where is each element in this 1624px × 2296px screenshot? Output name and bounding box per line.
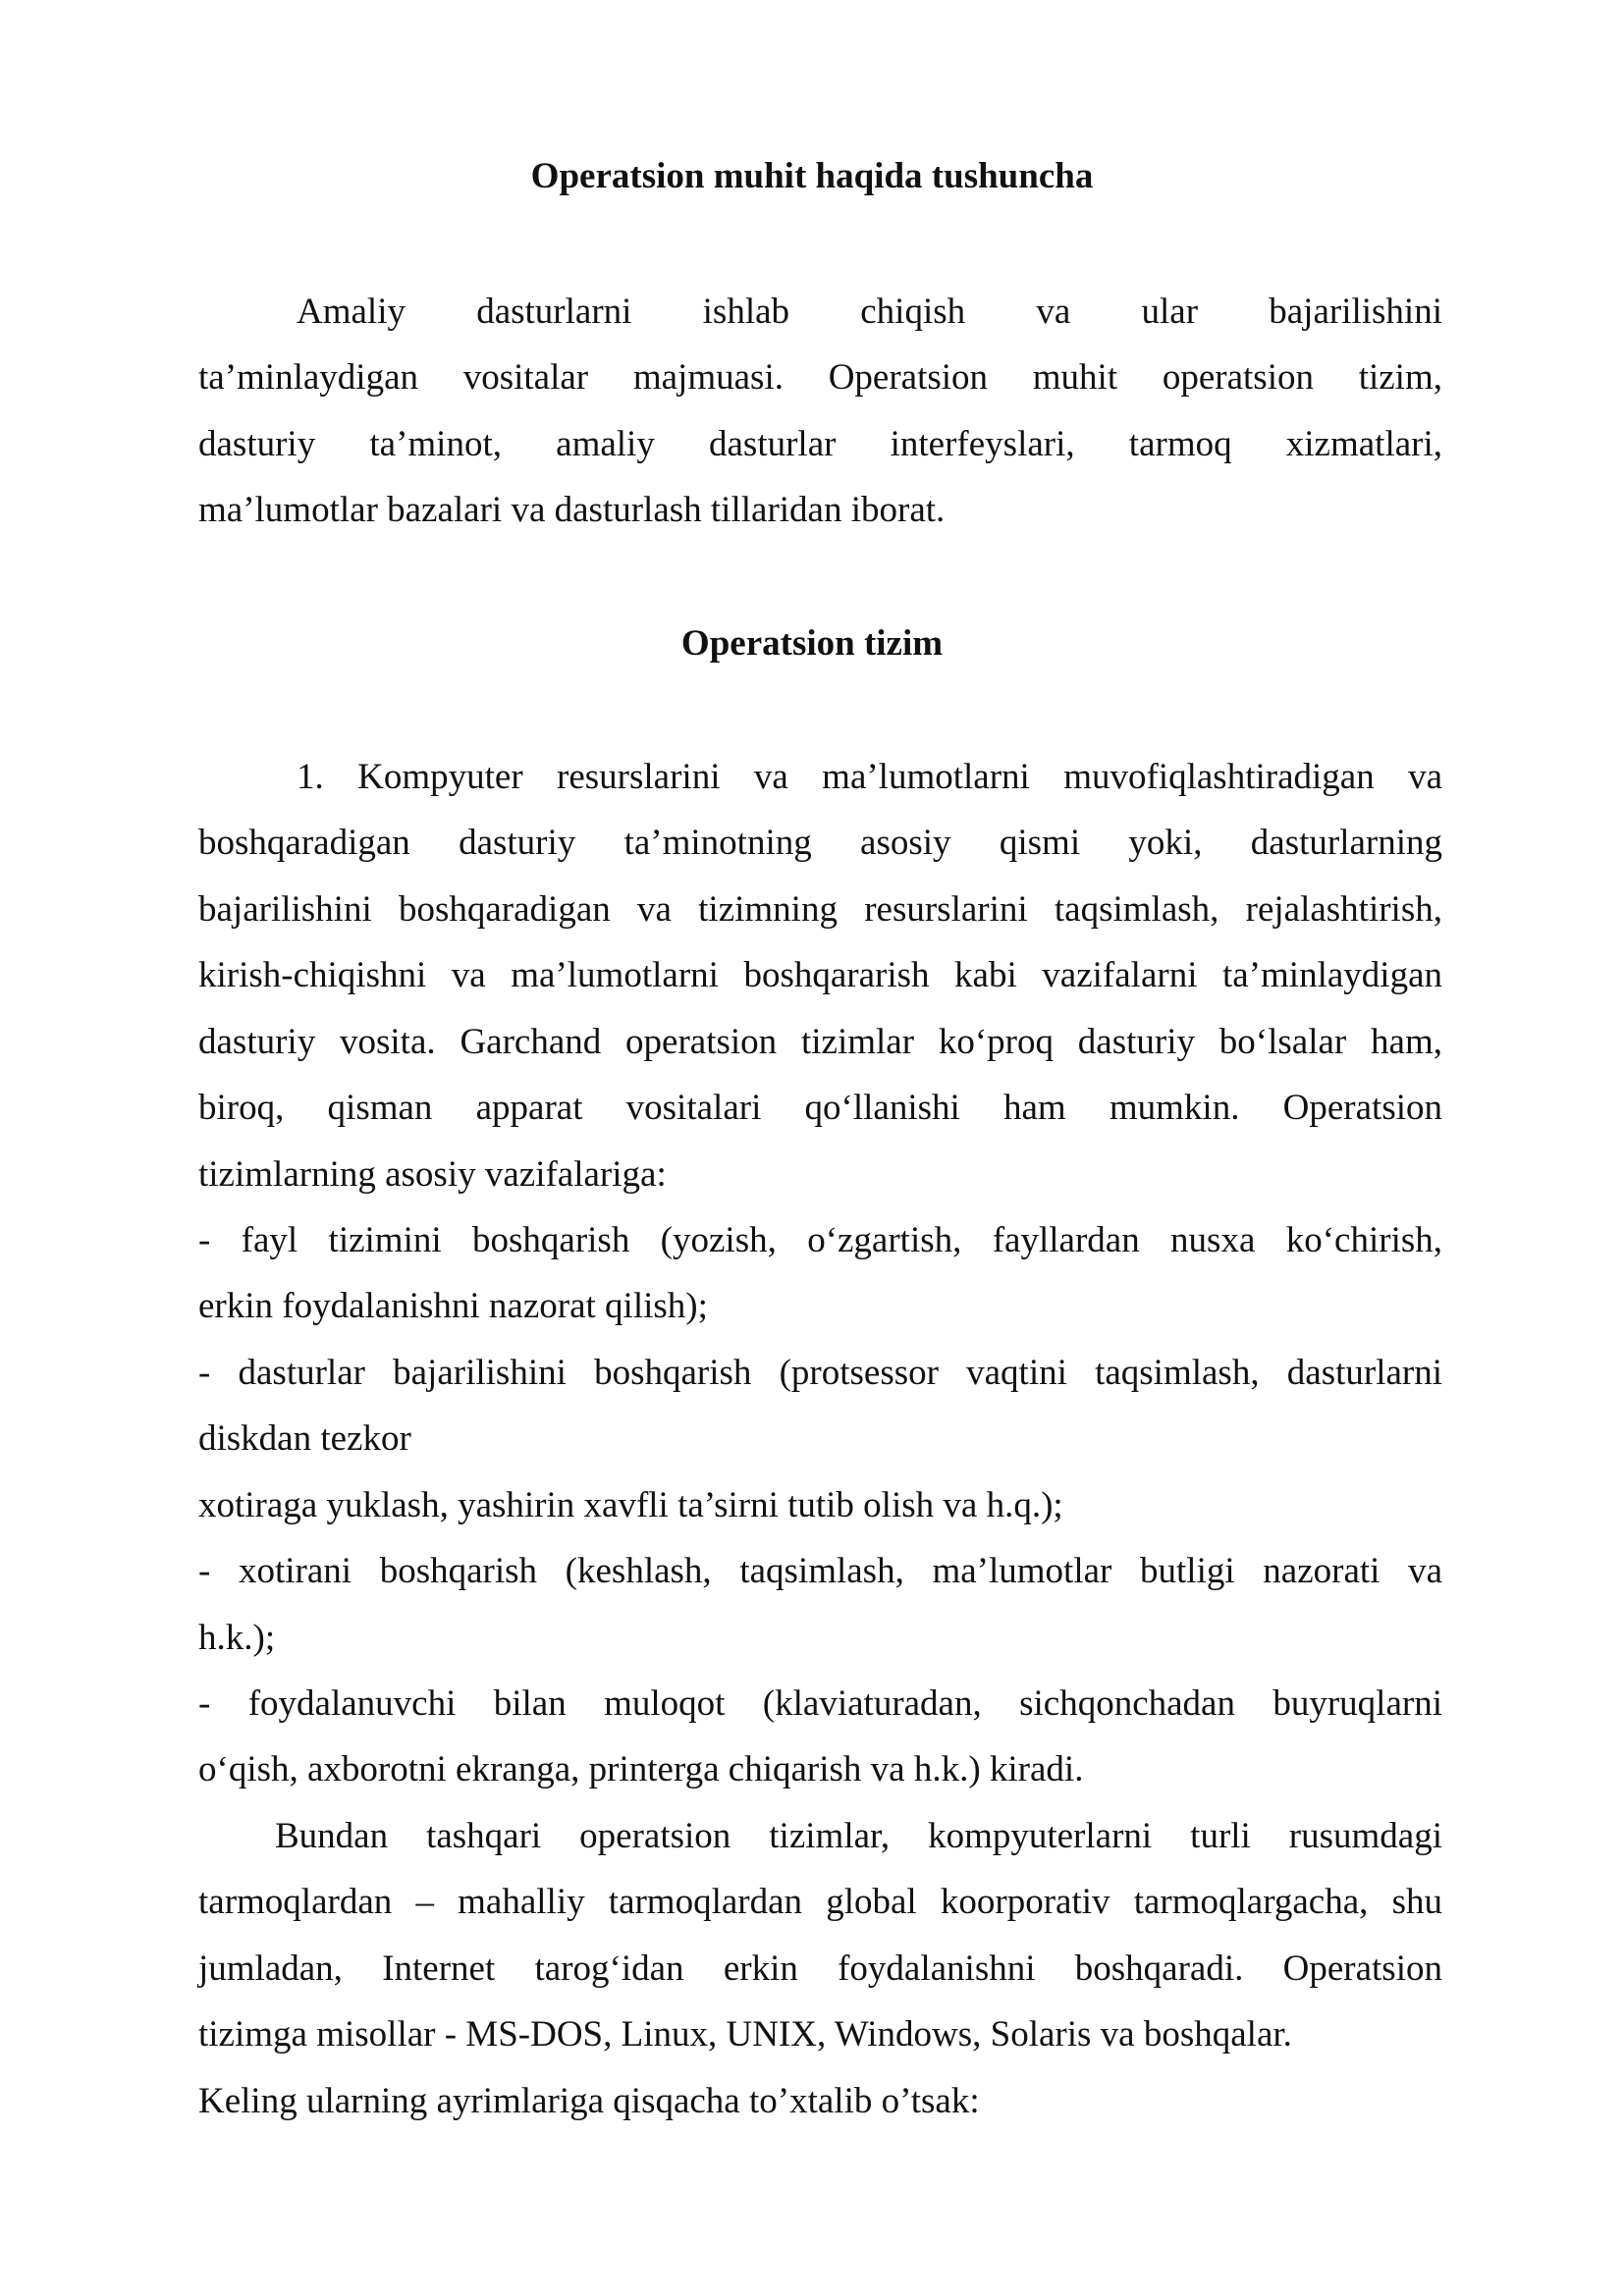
intro-line: Amaliy dasturlarni ishlab chiqish va ular bajarilishini	[297, 292, 1442, 332]
intro-line: ta’minlaydigan vositalar majmuasi. Operatsion muhit operatsion tizim,	[198, 357, 1442, 398]
list-item-line: erkin foydalanishni nazorat qilish);	[198, 1286, 708, 1326]
page-title: Operatsion muhit haqida tushuncha	[530, 156, 1094, 196]
body-line: bajarilishini boshqaradigan va tizimning resurslarini taqsimlash, rejalashtirish,	[198, 889, 1442, 930]
body-line: Bundan tashqari operatsion tizimlar, kompyuterlarni turli rusumdagi	[275, 1816, 1442, 1856]
body-line: boshqaradigan dasturiy ta’minotning asosiy qismi yoki, dasturlarning	[198, 823, 1442, 863]
body-line: kirish-chiqishni va ma’lumotlarni boshqararish kabi vazifalarni ta’minlaydigan	[198, 955, 1442, 995]
list-item-line: o‘qish, axborotni ekranga, printerga chiqarish va h.k.) kiradi.	[198, 1749, 1084, 1789]
list-item-line: - foydalanuvchi bilan muloqot (klaviaturadan, sichqonchadan buyruqlarni	[198, 1683, 1442, 1724]
section-title: Operatsion tizim	[680, 623, 944, 664]
body-line: dasturiy vosita. Garchand operatsion tizimlar ko‘proq dasturiy bo‘lsalar ham,	[198, 1022, 1442, 1062]
body-line: tarmoqlardan – mahalliy tarmoqlardan global koorporativ tarmoqlargacha, shu	[198, 1882, 1442, 1922]
body-line: biroq, qisman apparat vositalari qo‘llanishi ham mumkin. Operatsion	[198, 1088, 1442, 1128]
list-item-line: - fayl tizimini boshqarish (yozish, o‘zgartish, fayllardan nusxa ko‘chirish,	[198, 1220, 1442, 1260]
body-line: tizimlarning asosiy vazifalariga:	[198, 1154, 667, 1195]
list-item-line: - dasturlar bajarilishini boshqarish (protsessor vaqtini taqsimlash, dasturlarni	[198, 1353, 1442, 1393]
body-line: jumladan, Internet tarog‘idan erkin foydalanishni boshqaradi. Operatsion	[198, 1949, 1442, 1989]
body-line: 1. Kompyuter resurslarini va ma’lumotlarni muvofiqlashtiradigan va	[297, 757, 1442, 797]
intro-line: ma’lumotlar bazalari va dasturlash tillaridan iborat.	[198, 490, 946, 530]
body-line: tizimga misollar - MS-DOS, Linux, UNIX, Windows, Solaris va boshqalar.	[198, 2014, 1292, 2055]
list-item-line: - xotirani boshqarish (keshlash, taqsimlash, ma’lumotlar butligi nazorati va	[198, 1551, 1442, 1591]
intro-line: dasturiy ta’minot, amaliy dasturlar interfeyslari, tarmoq xizmatlari,	[198, 424, 1442, 464]
list-item-line: diskdan tezkor	[198, 1418, 411, 1459]
body-line: Keling ularning ayrimlariga qisqacha to’xtalib o’tsak:	[198, 2081, 980, 2121]
list-item-line: h.k.);	[198, 1618, 276, 1658]
list-item-line: xotiraga yuklash, yashirin xavfli ta’sirni tutib olish va h.q.);	[198, 1485, 1063, 1525]
